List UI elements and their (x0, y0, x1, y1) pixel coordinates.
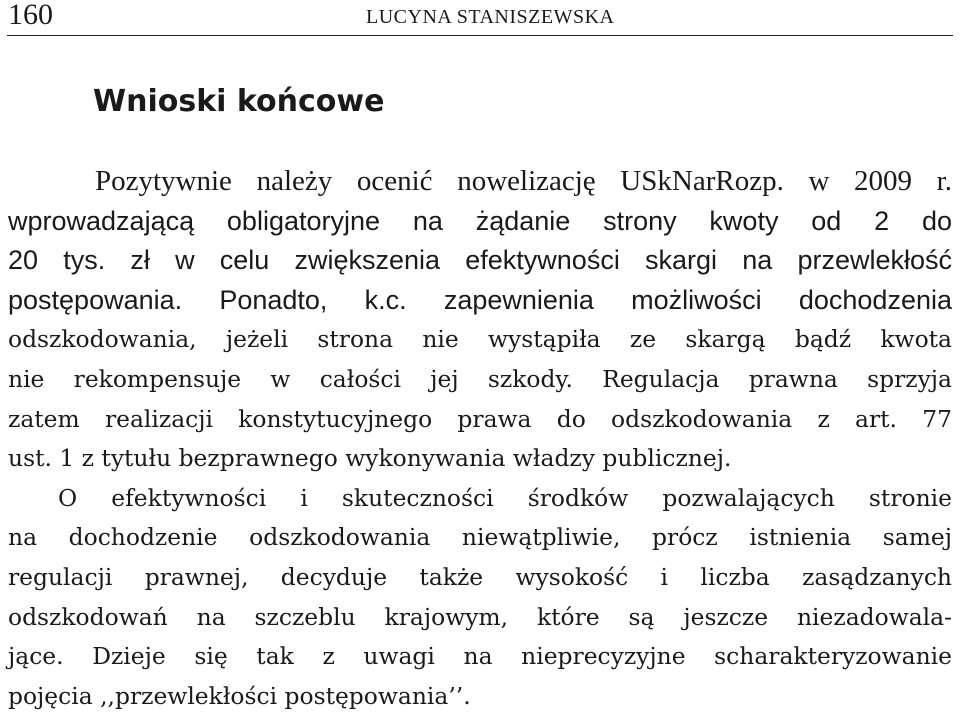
text-line: na dochodzenie odszkodowania niewątpliwie, prócz istnienia samej (8, 523, 952, 552)
text-line: regulacji prawnej, decyduje także wysokość i liczba zasądzanych (8, 562, 952, 591)
section-title: Wnioski końcowe (93, 84, 385, 119)
text-line: pojęcia ,,przewlekłości postępowania’’. (8, 681, 471, 710)
text-line: 20 tys. zł w celu zwiększenia efektywności skargi na przewlekłość (8, 245, 952, 276)
body-text (8, 162, 952, 716)
page-number: 160 (8, 0, 53, 31)
running-header (0, 0, 960, 40)
text-line: zatem realizacji konstytucyjnego prawa do odszkodowania z art. 77 (8, 404, 952, 433)
text-line: Pozytywnie należy ocenić nowelizację USkNarRozp. w 2009 r. (95, 165, 952, 197)
text-line: odszkodowania, jeżeli strona nie wystąpiła ze skargą bądź kwota (8, 325, 952, 354)
text-line: O efektywności i skuteczności środków pozwalających stronie (58, 483, 952, 512)
header-rule (7, 35, 953, 36)
text-line: wprowadzającą obligatoryjne na żądanie strony kwoty od 2 do (8, 205, 952, 236)
running-head-author: LUCYNA STANISZEWSKA (366, 6, 615, 28)
text-line: nie rekompensuje w całości jej szkody. Regulacja prawna sprzyja (8, 364, 952, 393)
text-line: jące. Dzieje się tak z uwagi na nieprecyzyjne scharakteryzowanie (8, 642, 952, 671)
text-line: postępowania. Ponadto, k.c. zapewnienia możliwości dochodzenia (8, 284, 952, 315)
text-line: odszkodowań na szczeblu krajowym, które są jeszcze niezadowala- (8, 602, 952, 631)
text-line: ust. 1 z tytułu bezprawnego wykonywania władzy publicznej. (8, 444, 732, 473)
